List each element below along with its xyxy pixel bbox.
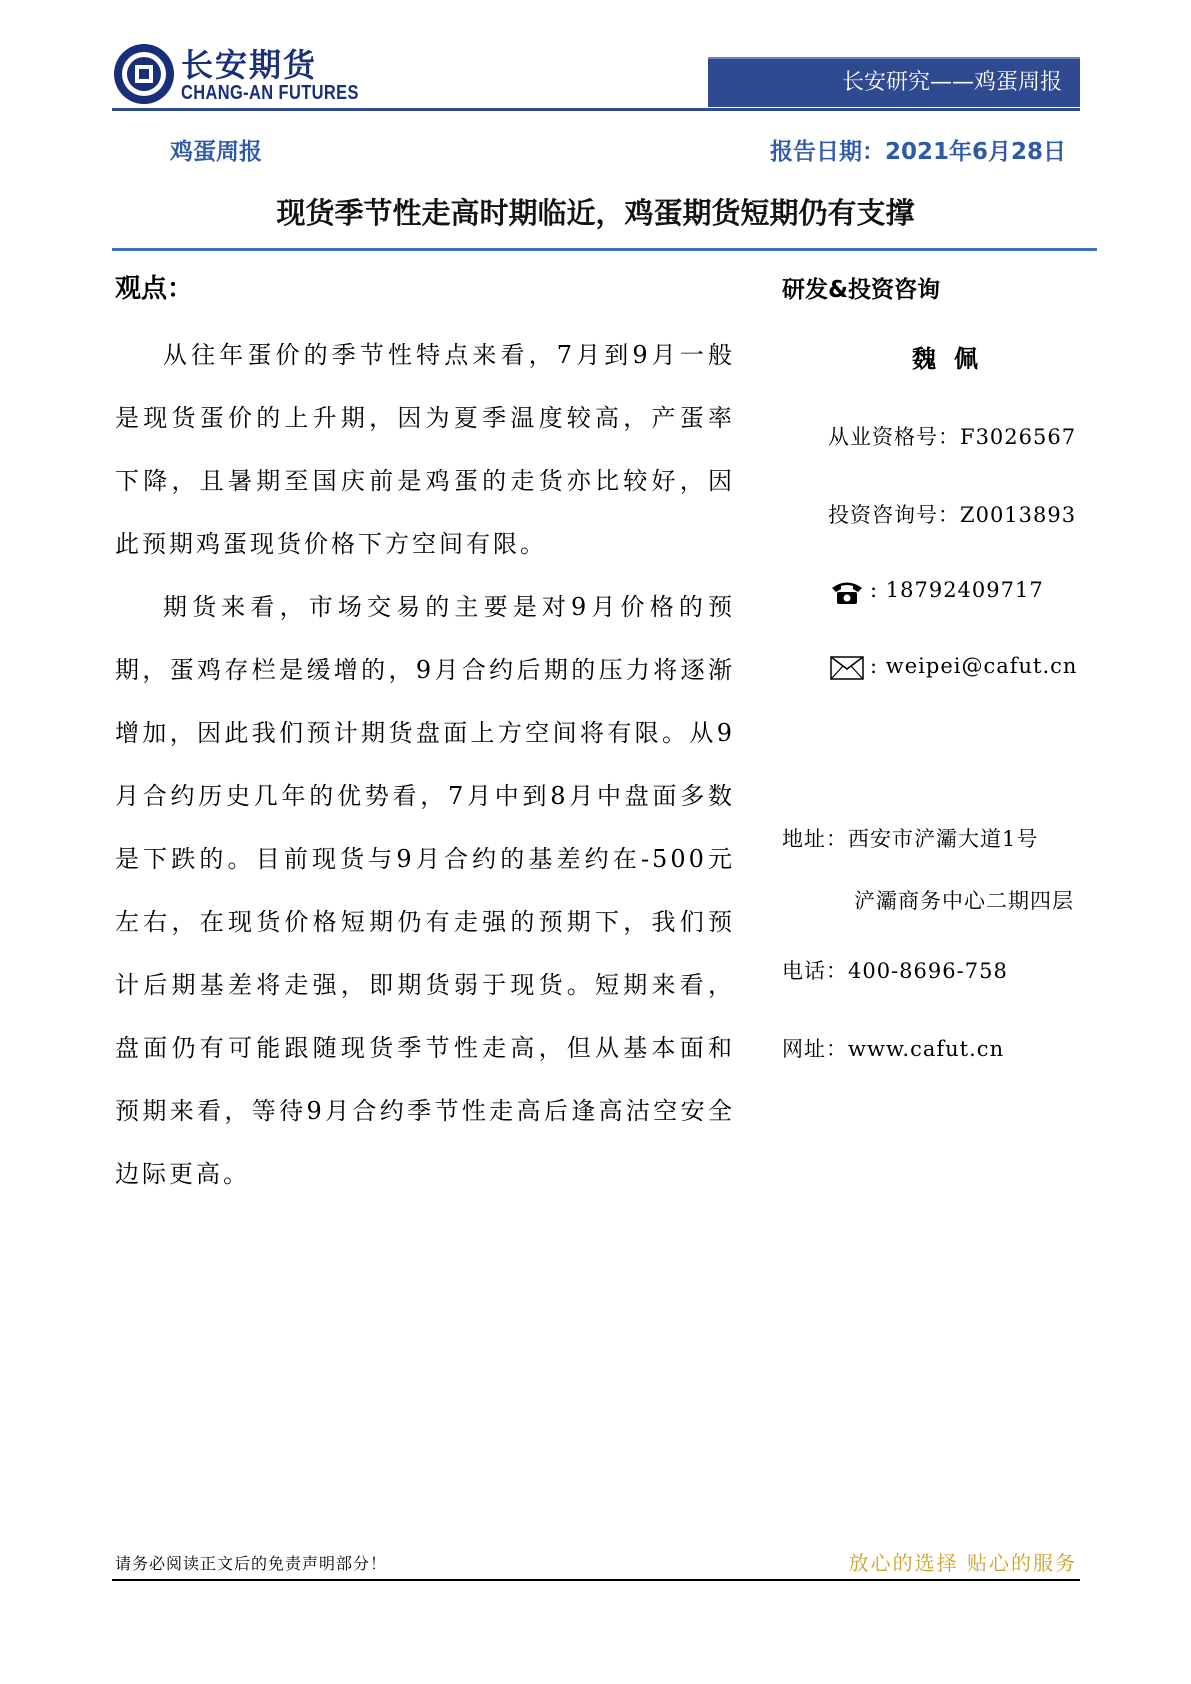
disclaimer-note: 请务必阅读正文后的免责声明部分！ (115, 1554, 388, 1573)
analyst-phone-value: : 18792409717 (870, 578, 1044, 602)
mail-icon (830, 656, 864, 680)
viewpoint-heading: 观点： (115, 274, 194, 304)
brand-name-cn: 长安期货 (181, 46, 318, 84)
analyst-phone (830, 578, 1044, 605)
footer-slogan: 放心的选择 贴心的服务 (848, 1551, 1077, 1575)
report-title: 现货季节性走高时期临近，鸡蛋期货短期仍有支撑 (276, 196, 915, 230)
company-phone: 电话：400-8696-758 (782, 959, 1008, 983)
series-label: 长安研究——鸡蛋周报 (708, 57, 1080, 107)
company-website[interactable]: 网址：www.cafut.cn (782, 1037, 1005, 1061)
address-line-2: 浐灞商务中心二期四层 (854, 889, 1074, 913)
footer-divider (112, 1579, 1080, 1581)
header-divider (112, 108, 1080, 111)
viewpoint-body (115, 324, 735, 1206)
brand-name-en: CHANG-AN FUTURES (181, 82, 359, 104)
report-date: 报告日期：2021年6月28日 (769, 139, 1066, 165)
viewpoint-paragraph: 从往年蛋价的季节性特点来看，7月到9月一般是现货蛋价的上升期，因为夏季温度较高，产蛋率下降，且暑期至国庆前是鸡蛋的走货亦比较好，因此预期鸡蛋现货价格下方空间有限。 (115, 341, 735, 558)
report-type: 鸡蛋周报 (170, 139, 262, 165)
analyst-email (830, 654, 1077, 680)
phone-icon (830, 579, 864, 605)
analyst-name: 魏佩 (912, 344, 996, 373)
viewpoint-paragraph: 期货来看，市场交易的主要是对9月价格的预期，蛋鸡存栏是缓增的，9月合约后期的压力将逐渐增加，因此我们预计期货盘面上方空间将有限。从9月合约历史几年的优势看，7月中到8月中盘面多数是下跌的。目前现货与9月合约的基差约在-500元左右，在现货价格短期仍有走强的预期下，我们预计后期基差将走强，即期货弱于现货。短期来看，盘面仍有可能跟随现货季节性走高，但从基本面和预期来看，等待9月合约季节性走高后逢高沽空安全边际更高。 (115, 593, 735, 1188)
analyst-section-heading: 研发&投资咨询 (782, 277, 941, 303)
qualification-number: 从业资格号：F3026567 (828, 425, 1077, 449)
title-divider (112, 248, 1097, 251)
advisory-number: 投资咨询号：Z0013893 (828, 503, 1077, 527)
address-line-1: 地址：西安市浐灞大道1号 (782, 827, 1039, 851)
analyst-email-value[interactable]: : weipei@cafut.cn (870, 654, 1078, 678)
company-logo (112, 42, 176, 106)
